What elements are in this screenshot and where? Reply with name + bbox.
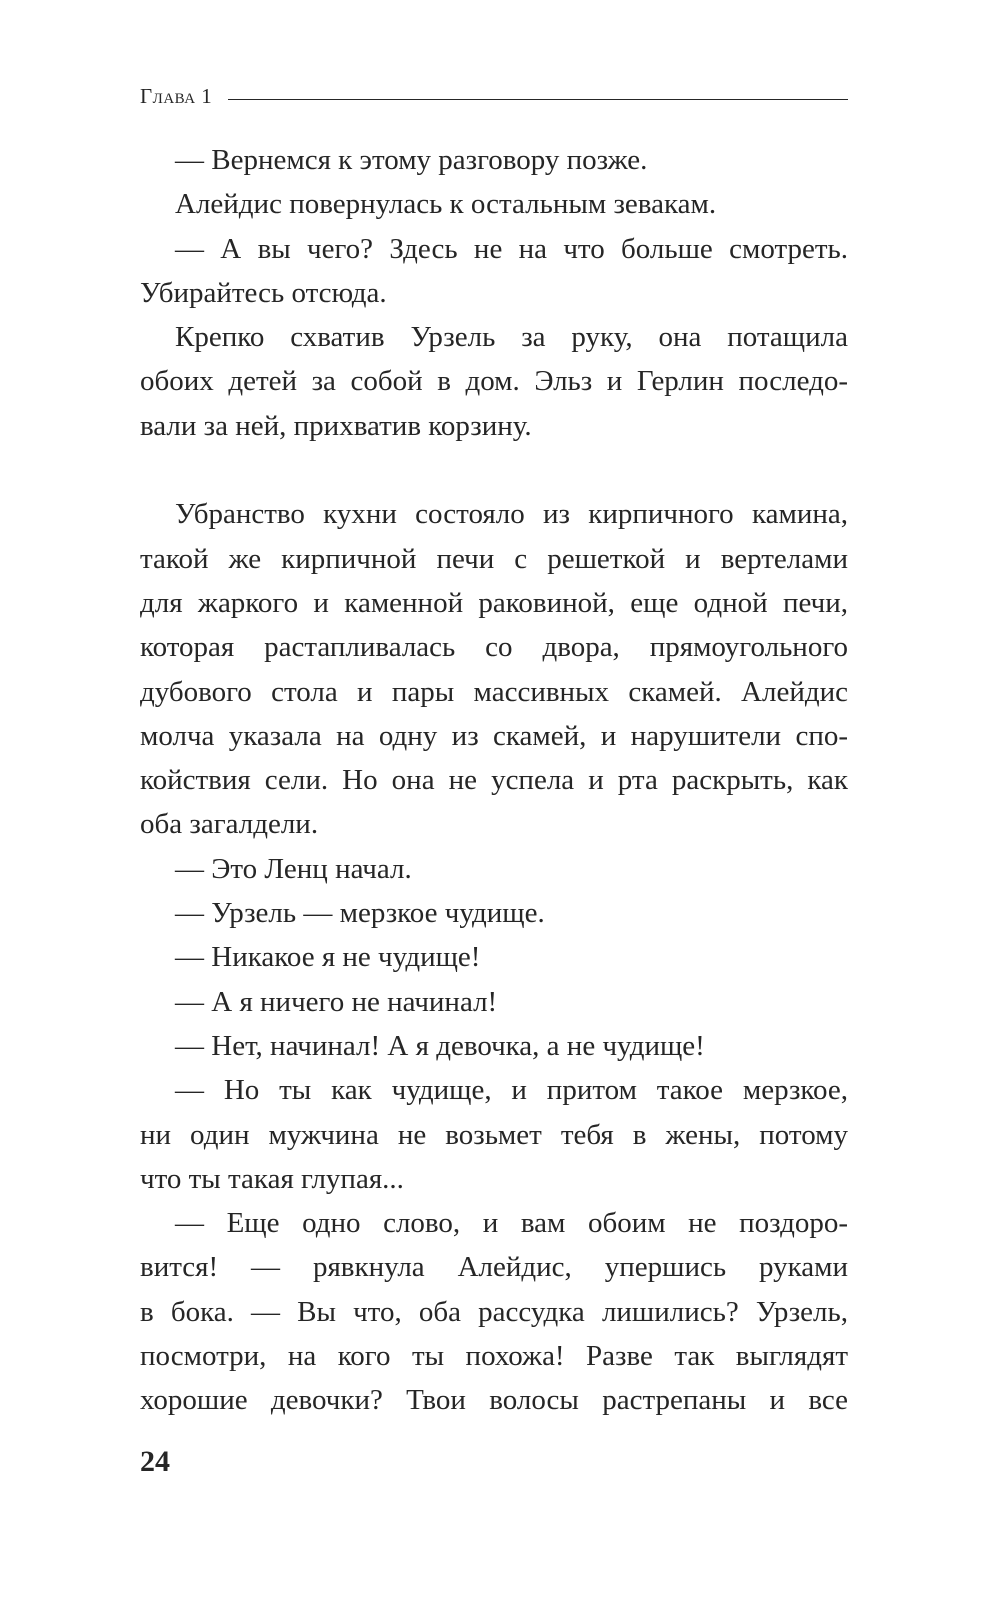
text-line: вится! — рявкнула Алейдис, упершись руками — [140, 1251, 848, 1284]
text-line: такой же кирпичной печи с решеткой и вертелами — [140, 542, 848, 575]
text-line: — Урзель — мерзкое чудище. — [175, 897, 545, 930]
paragraph — [140, 980, 848, 1024]
text-line: Убирайтесь отсюда. — [140, 276, 387, 309]
text-line: — Но ты как чудище, и притом такое мерзкое, — [175, 1074, 848, 1107]
page-body — [140, 138, 848, 1423]
paragraph — [140, 1024, 848, 1068]
text-line: дубового стола и пары массивных скамей. Алейдис — [140, 675, 848, 708]
text-line: посмотри, на кого ты похожа! Разве так выглядят — [140, 1340, 848, 1373]
text-line: Убранство кухни состояло из кирпичного камина, — [175, 498, 848, 531]
paragraph — [140, 847, 848, 891]
text-line: которая растапливалась со двора, прямоугольного — [140, 631, 848, 664]
paragraph — [140, 227, 848, 316]
paragraph — [140, 182, 848, 226]
paragraph — [140, 492, 848, 846]
running-head — [140, 82, 848, 110]
text-line: — Нет, начинал! А я девочка, а не чудище! — [175, 1029, 705, 1062]
text-line: обоих детей за собой в дом. Эльз и Герлин последо- — [140, 365, 848, 398]
text-line: — А я ничего не начинал! — [175, 985, 498, 1018]
chapter-title: Глава 1 — [140, 84, 213, 108]
text-line: оба загалдели. — [140, 808, 319, 841]
text-line: ни один мужчина не возьмет тебя в жены, потому — [140, 1118, 848, 1151]
text-line: — Еще одно слово, и вам обоим не поздоро- — [175, 1207, 848, 1240]
paragraph — [140, 935, 848, 979]
paragraph — [140, 891, 848, 935]
paragraph — [140, 138, 848, 182]
paragraph — [140, 1201, 848, 1422]
text-line: для жаркого и каменной раковиной, еще одной печи, — [140, 586, 848, 619]
page-number: 24 — [140, 1445, 170, 1478]
text-line: — Вернемся к этому разговору позже. — [175, 144, 648, 176]
text-line: в бока. — Вы что, оба рассудка лишились? Урзель, — [140, 1295, 848, 1328]
text-line: молча указала на одну из скамей, и нарушители спо- — [140, 719, 848, 752]
text-line: Алейдис повернулась к остальным зевакам. — [175, 188, 717, 221]
header-rule — [228, 99, 848, 100]
paragraph — [140, 1068, 848, 1201]
text-line: хорошие девочки? Твои волосы растрепаны и все — [140, 1384, 848, 1417]
text-line: что ты такая глупая... — [140, 1162, 404, 1195]
text-line: койствия сели. Но она не успела и рта раскрыть, как — [140, 764, 848, 797]
text-line: — Это Ленц начал. — [175, 852, 412, 885]
text-line: Крепко схватив Урзель за руку, она потащила — [175, 321, 848, 354]
text-line: вали за ней, прихватив корзину. — [140, 409, 532, 442]
text-line: — Никакое я не чудище! — [175, 941, 481, 974]
text-line: — А вы чего? Здесь не на что больше смотреть. — [175, 232, 848, 265]
paragraph — [140, 315, 848, 448]
